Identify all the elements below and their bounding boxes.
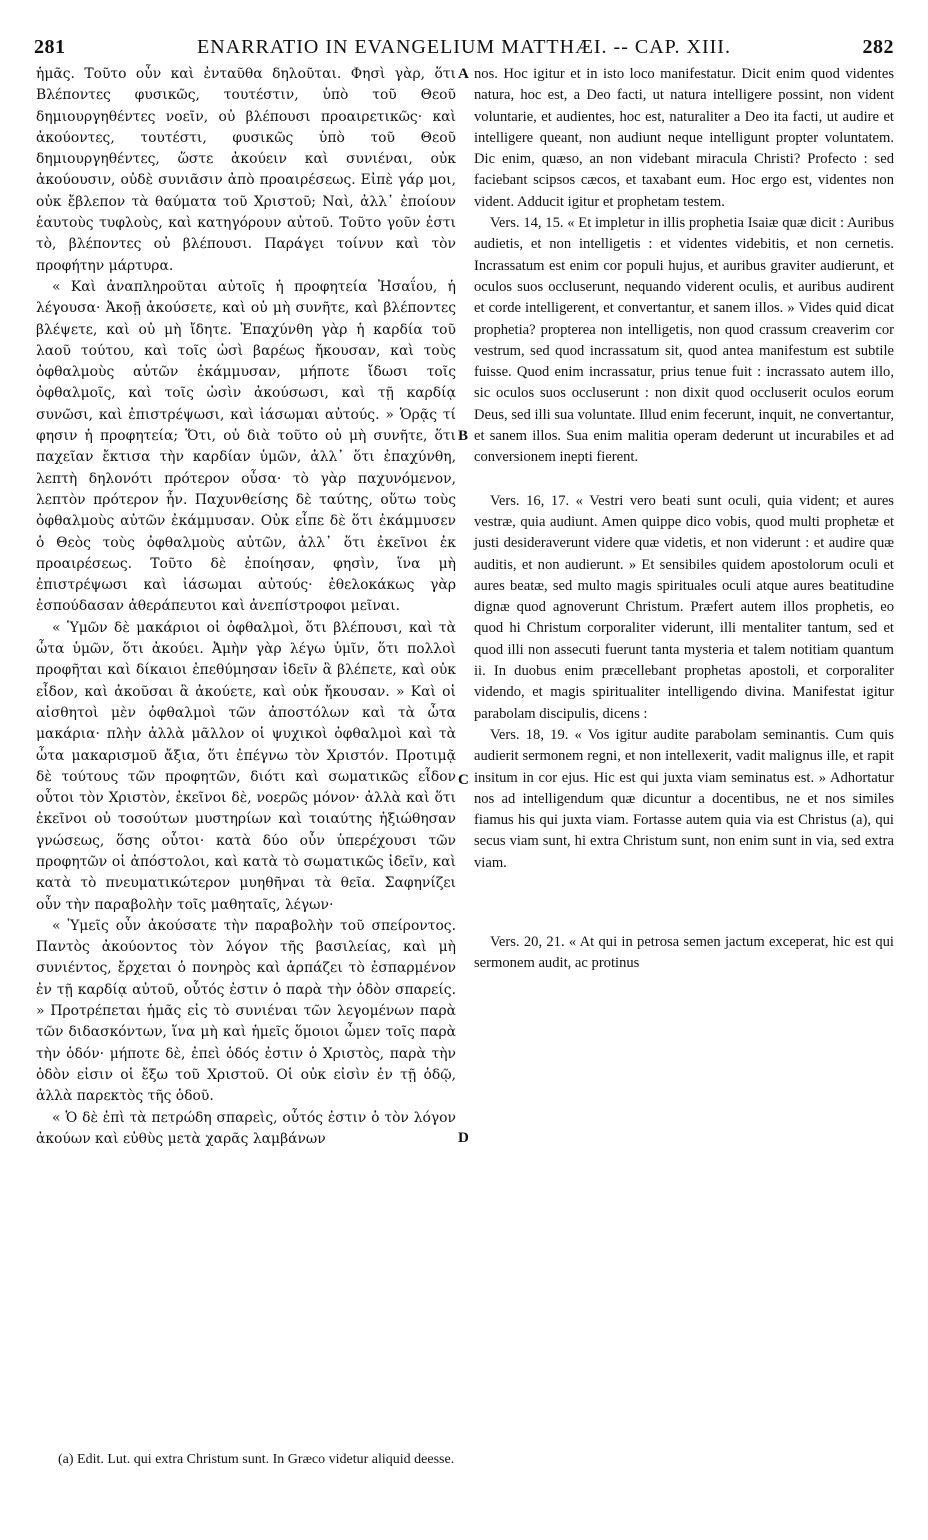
section-marker-b: B [458,428,469,444]
latin-paragraph: Vers. 18, 19. « Vos igitur audite parabolam seminantis. Cum quis audierit sermonem regni, et non intellexerit, vadit malignus ille, et rapit insitum in cor ejus. Hic est qui juxta viam seminatus est. » Adhortatur nos ad intelligendum quæ dicuntur a docentibus, ne et nos similes fiamus his qui juxta viam. Fortasse autem quia via est Christus (a), qui secus viam sunt, hi extra Christum sunt, non enim sunt in via, sed extra viam. [474,726,894,871]
latin-paragraph: Vers. 14, 15. « Et impletur in illis prophetia Isaiæ quæ dicit : Auribus audietis, et non intelligetis : et videntes videbitis, et non cernetis. Incrassatum est enim cor populi hujus, et auribus graviter audierunt, et oculos suos occluserunt, nequando viderent oculis, et auribus audirent et corde intelligerent, et convertantur, et sanem illos. » Vides quid dicat prophetia? propterea non intelligetis, non quod crassum creaverim cor vestrum, sed quod incrassatum sit, quod antea manifestum est subtile fuisse. Quod enim incrassatur, prius tenue fuit : incrassato autem illo, sic oculos suos occluserunt : non dixit quod occluserit oculos eorum Deus, sed illi sua voluntate. Illud enim fecerunt, inquit, ne convertantur, et sanem illos. Sua enim malitia operam dederunt ut incurabiles et ad conversionem inepti fierent. [474,215,894,466]
greek-paragraph: « Ὁ δὲ ἐπὶ τὰ πετρώδη σπαρεὶς, οὗτός ἐστιν ὁ τὸν λόγον ἀκούων καὶ εὐθὺς μετὰ χαρᾶς λαμβάνων [36,1109,456,1147]
greek-paragraph: « Ὑμεῖς οὖν ἀκούσατε τὴν παραβολὴν τοῦ σπείροντος. Παντὸς ἀκούοντος τὸν λόγον τῆς βασιλείας, καὶ μὴ συνιέντος, ἔρχεται ὁ πονηρὸς καὶ ἁρπάζει τὸ ἐσπαρμένον ἐν τῇ καρδίᾳ αὐτοῦ, οὗτός ἐστιν ὁ παρὰ τὴν ὁδὸν σπαρείς. » Προτρέπεται ἡμᾶς εἰς τὸ συνιέναι τῶν λεγομένων παρὰ τῶν διδασκόντων, ἵνα μὴ καὶ ἡμεῖς ὅμοιοι ὦμεν τοῖς παρὰ τὴν ὁδόν· μήποτε δὲ, ἐπεὶ ὁδός ἐστιν ὁ Χριστὸς, παρὰ τὴν ὁδὸν εἰσιν οἱ ἔξω τοῦ Χριστοῦ. Οἱ οὐκ εἰσὶν ἐν τῇ ὁδῷ, ἀλλὰ παρεκτὸς τῆς ὁδοῦ. [36,917,456,1105]
section-marker-a: A [458,66,469,82]
latin-paragraph: Vers. 16, 17. « Vestri vero beati sunt oculi, quia vident; et aures vestræ, quia audiunt. Amen quippe dico vobis, quod multi prophetæ et justi desideraverunt videre quæ videtis, et non viderunt : et audire quæ auditis, et non audierunt. » Et sensibiles quidem apostolorum oculi et aures beatæ, sed multo magis spirituales oculi atque aures beatitudine dignæ quod agnoverunt Christum. Præfert autem illos prophetis, eo quod hi Christum corporaliter viderunt, illi mentaliter tantum, sed et quod illi non assecuti fuerunt tanta mysteria et talem notitiam quantum ii. In duobus enim præcellebant prophetas apostoli, et corporaliter videndo, et magis spiritualiter intelligendo divina. Manifestat igitur parabolam discipulis, dicens : [474,492,894,722]
latin-paragraph: nos. Hoc igitur et in isto loco manifestatur. Dicit enim quod videntes natura, hoc est, a Deo facti, ut natura intelligere possint, non vident voluntarie, et audientes, hoc est, naturaliter a Deo ita facti, ut audire et intelligere queant, non audiunt neque intelligunt propter voluntatem. Dic enim, quæso, an non videbant miracula Christi? Profecto : sed faciebant scipsos cæcos, et taxabant eum. Hoc ergo est, videntes non vident. Adducit igitur et prophetam testem. [474,66,894,210]
latin-column [474,64,894,975]
greek-paragraph: ἡμᾶς. Τοῦτο οὖν καὶ ἐνταῦθα δηλοῦται. Φησὶ γὰρ, ὅτι Βλέποντες φυσικῶς, τουτέστιν, ὑπὸ τοῦ Θεοῦ δημιουργηθέντες νοεῖν, οὐ βλέπουσι προαιρετικῶς· καὶ ἀκούοντες, τουτέστι, φυσικῶς ὑπὸ τοῦ Θεοῦ δημιουργηθέντες, ὥστε ἀκούειν καὶ συνιέναι, οὐκ ἀκούουσιν, οὐδὲ συνιᾶσιν ἀπὸ προαιρέσεως. Εἰπὲ γάρ μοι, οὐκ ἔβλεπον τὰ θαύματα τοῦ Χριστοῦ; Ναὶ, ἀλλ᾽ ἐποίουν ἑαυτοὺς τυφλοὺς, καὶ κατηγόρουν αὐτοῦ. Τοῦτο γοῦν ἐστι τὸ, βλέποντες οὐ βλέπουσι. Παράγει τοίνυν καὶ τὸν προφήτην μάρτυρα. [36,66,456,274]
page-number-right: 282 [862,35,894,58]
section-marker-d: D [458,1130,469,1146]
greek-paragraph: « Καὶ ἀναπληροῦται αὐτοῖς ἡ προφητεία Ἠσαΐου, ἡ λέγουσα· Ἀκοῇ ἀκούσετε, καὶ οὐ μὴ συνῆτε, καὶ βλέποντες βλέψετε, καὶ οὐ μὴ ἴδητε. Ἐπαχύνθη γὰρ ἡ καρδία τοῦ λαοῦ τούτου, καὶ τοῖς ὠσὶ βαρέως ἤκουσαν, καὶ τοὺς ὀφθαλμοὺς αὐτῶν ἐκάμμυσαν, μήποτε ἴδωσι τοῖς ὀφθαλμοῖς, καὶ τοῖς ὠσὶν ἀκούσωσι, καὶ τῇ καρδίᾳ συνῶσι, καὶ ἐπιστρέψωσι, καὶ ἰάσωμαι αὐτούς. » Ὁρᾷς τί φησιν ἡ προφητεία; Ὅτι, οὐ διὰ τοῦτο οὐ μὴ συνῆτε, ὅτι παχεῖαν ἔκτισα τὴν καρδίαν ὑμῶν, ἀλλ᾽ ὅτι ἐπαχύνθη, λεπτὴ δηλονότι πρότερον οὖσα· τὸ γὰρ παχυνόμενον, λεπτὸν πρότερον ἦν. Παχυνθείσης δὲ ταύτης, οὕτω τοὺς ὀφθαλμοὺς αὐτῶν ἐκάμμυσαν. Οὐκ εἶπε δὲ ὅτι ἐκάμμυσεν ὁ Θεὸς τοὺς ὀφθαλμοὺς αὐτῶν, ἀλλ᾽ ὅτι ἐκεῖνοι ἐκ προαιρέσεως. Τοῦτο δὲ ἐποίησαν, φησὶν, ἵνα μὴ ἐπιστρέψωσι καὶ ἰάσωμαι αὐτούς· ἐθελοκάκως γὰρ ἐσπούδασαν ἀθεράπευτοι καὶ ἀνεπίστροφοι μεῖναι. [36,278,456,615]
section-marker-c: C [458,772,469,788]
greek-column [36,64,456,1150]
greek-paragraph: « Ὑμῶν δὲ μακάριοι οἱ ὀφθαλμοὶ, ὅτι βλέπουσι, καὶ τὰ ὦτα ὑμῶν, ὅτι ἀκούει. Ἀμὴν γὰρ λέγω ὑμῖν, ὅτι πολλοὶ προφῆται καὶ δίκαιοι ἐπεθύμησαν ἰδεῖν ἃ βλέπετε, καὶ οὐκ εἶδον, καὶ ἀκοῦσαι ἃ ἀκούετε, καὶ οὐκ ἤκουσαν. » Καὶ οἱ αἰσθητοὶ μὲν ὀφθαλμοὶ τῶν ἀποστόλων καὶ τὰ ὦτα μακάρια· πλὴν ἀλλὰ μᾶλλον οἱ ψυχικοὶ ὀφθαλμοὶ καὶ τὰ ὦτα μακαρισμοῦ ἄξια, ὅτι ἐπέγνω τὸν Χριστόν. Προτιμᾷ δὲ τούτους τῶν προφητῶν, διότι καὶ σωματικῶς εἶδον οὗτοι τὸν Χριστὸν, ἐκεῖνοι δὲ, νοερῶς μόνον· ἀλλὰ καὶ ὅτι ἐκεῖνοι οὐ τοσούτων μυστηρίων καὶ τοιαύτης ἠξιώθησαν γνώσεως, ὅσης οὗτοι· κατὰ δύο οὖν ὑπερέχουσι τῶν προφητῶν οἱ ἀπόστολοι, καὶ κατὰ τὸ σωματικῶς ἰδεῖν, καὶ κατὰ τὸ πνευματικώτερον μυηθῆναι τὰ θεῖα. Σαφηνίζει οὖν τὴν παραβολὴν τοῖς μαθηταῖς, λέγων· [36,619,456,913]
latin-paragraph: Vers. 20, 21. « At qui in petrosa semen jactum exceperat, hic est qui sermonem audit, ac protinus [474,933,894,972]
page-number-left: 281 [34,35,66,58]
running-header [34,34,894,60]
footnote: (a) Edit. Lut. qui extra Christum sunt. In Græco videtur aliquid deesse. [58,1452,455,1467]
running-title: ENARRATIO IN EVANGELIUM MATTHÆI. -- CAP. XIII. [197,35,731,58]
